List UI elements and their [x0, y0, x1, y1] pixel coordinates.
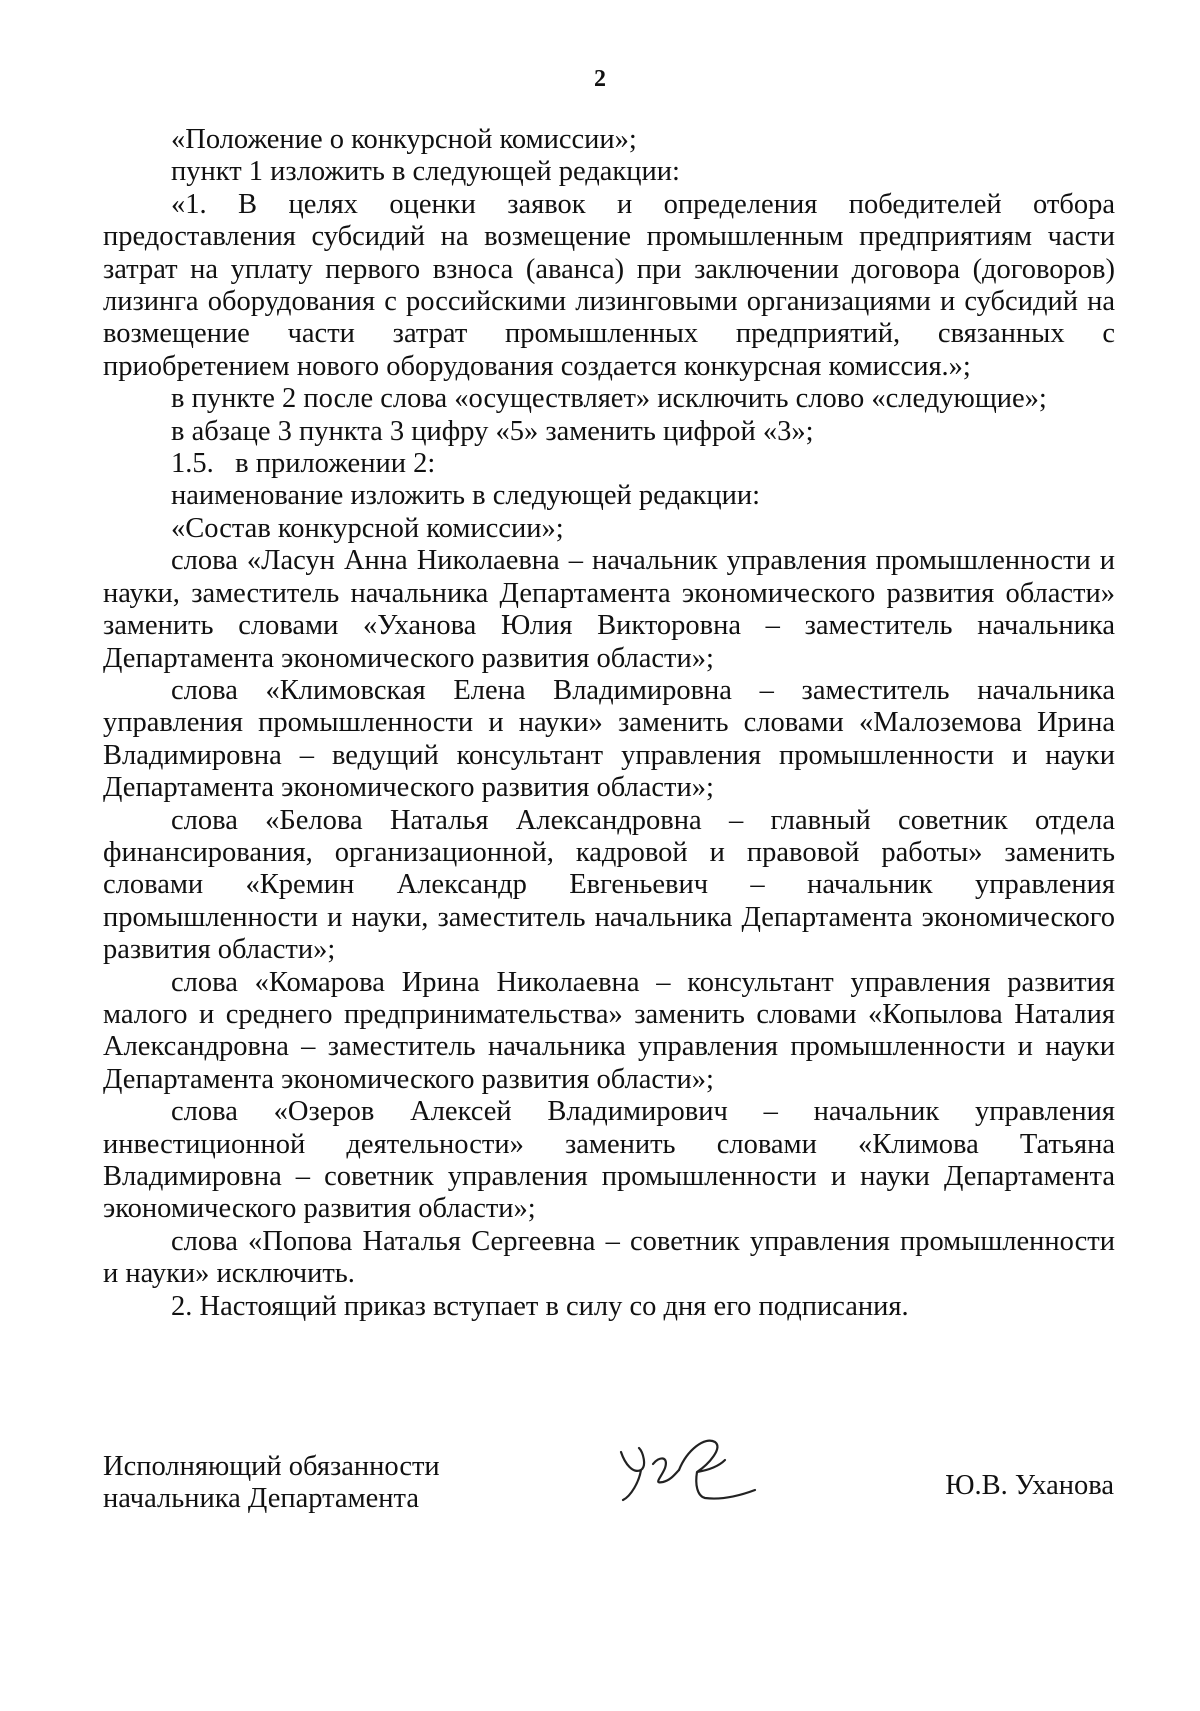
- paragraph-10: слова «Климовская Елена Владимировна – заместитель начальника управления промышленности и науки» заменить словами «Малоземова Ирина Владимировна – ведущий консультант управления промышленности и науки Департамента экономического развития области»;: [103, 674, 1115, 804]
- signatory-title-line-2: начальника Департамента: [103, 1483, 419, 1514]
- signatory-title: [103, 1451, 440, 1515]
- signatory-name: Ю.В. Уханова: [945, 1470, 1114, 1501]
- paragraph-11: слова «Белова Наталья Александровна – главный советник отдела финансирования, организационной, кадровой и правовой работы» заменить словами «Кремин Александр Евгеньевич – начальник управления промышленности и науки, заместитель начальника Департамента экономического развития области»;: [103, 804, 1115, 966]
- paragraph-6: 1.5. в приложении 2:: [171, 448, 436, 480]
- paragraph-14: слова «Попова Наталья Сергеевна – советник управления промышленности и науки» исключить.: [103, 1225, 1115, 1290]
- paragraph-13: слова «Озеров Алексей Владимирович – начальник управления инвестиционной деятельности» заменить словами «Климова Татьяна Владимировна – советник управления промышленности и науки Департамента экономического развития области»;: [103, 1096, 1115, 1225]
- paragraph-4: в пункте 2 после слова «осуществляет» исключить слово «следующие»;: [171, 383, 1047, 415]
- signatory-title-line-1: Исполняющий обязанности: [103, 1451, 440, 1482]
- paragraph-7: наименование изложить в следующей редакции:: [171, 480, 761, 512]
- paragraph-9: слова «Ласун Анна Николаевна – начальник управления промышленности и науки, заместитель начальника Департамента экономического развития области» заменить словами «Уханова Юлия Викторовна – заместитель начальника Департамента экономического развития области»;: [103, 545, 1115, 674]
- paragraph-8: «Состав конкурсной комиссии»;: [171, 512, 564, 544]
- document-body: [103, 124, 1115, 1323]
- page-number: 2: [594, 66, 606, 92]
- paragraph-1: «Положение о конкурсной комиссии»;: [171, 124, 637, 155]
- paragraph-3: «1. В целях оценки заявок и определения победителей отбора предоставления субсидий на возмещение промышленным предприятиям части затрат на уплату первого взноса (аванса) при заключении договора (договоров) лизинга оборудования с российскими лизинговыми организациями и субсидий на возмещение части затрат промышленных предприятий, связанных с приобретением нового оборудования создается конкурсная комиссия.»;: [103, 188, 1115, 382]
- paragraph-12: слова «Комарова Ирина Николаевна – консультант управления развития малого и среднего предпринимательства» заменить словами «Копылова Наталия Александровна – заместитель начальника управления промышленности и науки Департамента экономического развития области»;: [103, 966, 1115, 1095]
- paragraph-5: в абзаце 3 пункта 3 цифру «5» заменить цифрой «3»;: [171, 415, 814, 447]
- paragraph-15: 2. Настоящий приказ вступает в силу со дня его подписания.: [171, 1290, 909, 1322]
- paragraph-2: пункт 1 изложить в следующей редакции:: [171, 156, 680, 188]
- handwritten-signature-icon: [613, 1430, 763, 1510]
